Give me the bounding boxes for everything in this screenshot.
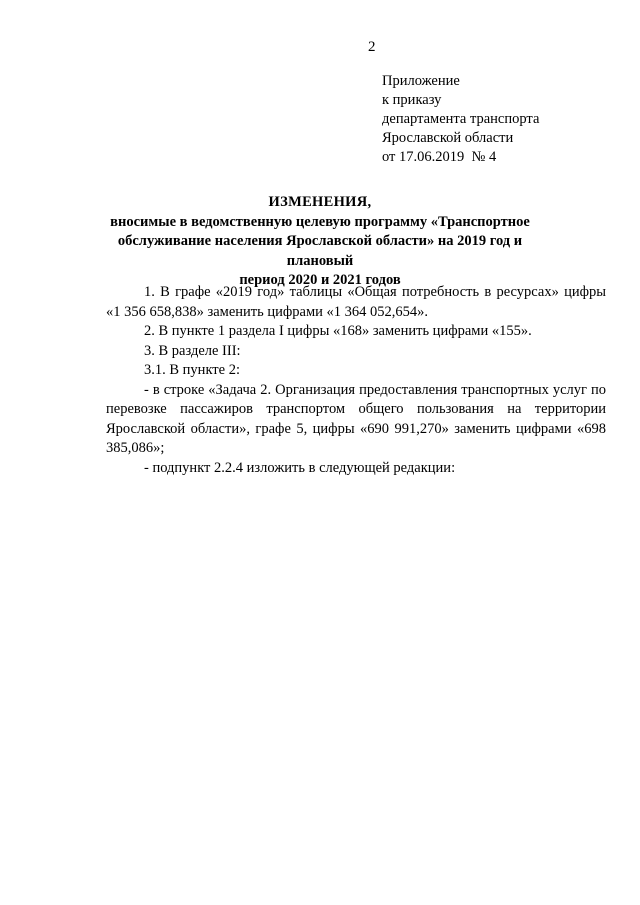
body-paragraph: 3. В разделе III: xyxy=(144,342,241,359)
title-subtitle-line: вносимые в ведомственную целевую программу «Транспортное xyxy=(110,213,530,230)
document-title xyxy=(100,193,540,291)
appendix-line: от 17.06.2019 № 4 xyxy=(382,149,497,165)
appendix-line: Ярославской области xyxy=(382,130,514,146)
title-heading: ИЗМЕНЕНИЯ, xyxy=(268,194,372,210)
page-number: 2 xyxy=(368,39,376,55)
appendix-block xyxy=(382,72,539,167)
title-subtitle-line: обслуживание населения Ярославской области» на 2019 год и плановый xyxy=(117,233,523,269)
body-paragraph: 1. В графе «2019 год» таблицы «Общая потребность в ресурсах» цифры «1 356 658,838» заменить цифрами «1 364 052,654». xyxy=(106,284,606,320)
appendix-line: Приложение xyxy=(382,73,460,89)
body-paragraph: 3.1. В пункте 2: xyxy=(144,362,240,378)
document-body xyxy=(106,283,606,478)
title-subtitle-line: период 2020 и 2021 годов xyxy=(239,272,401,288)
body-paragraph: - подпункт 2.2.4 изложить в следующей редакции: xyxy=(144,459,456,476)
body-paragraph: - в строке «Задача 2. Организация предоставления транспортных услуг по перевозке пассажиров транспортом общего пользования на территории Ярославской области», графе 5, цифры «690 991,270» заменить цифрами «698 385,086»; xyxy=(106,381,606,456)
body-paragraph: 2. В пункте 1 раздела I цифры «168» заменить цифрами «155». xyxy=(144,323,532,339)
appendix-line: к приказу xyxy=(382,92,442,108)
appendix-line: департамента транспорта xyxy=(382,111,540,127)
